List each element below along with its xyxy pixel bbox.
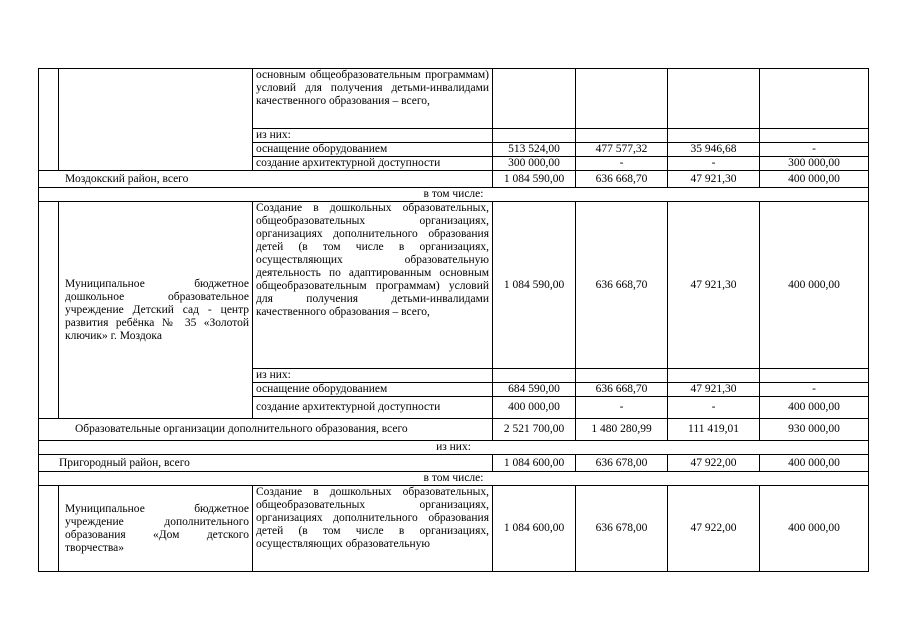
value-cell [493,69,576,129]
value-cell [493,129,576,143]
value-cell: 1 480 280,99 [576,419,668,441]
value-cell: 400 000,00 [493,397,576,419]
value-cell: - [576,157,668,171]
index-cell [39,202,59,419]
district-total-row [39,171,869,188]
value-cell [760,129,869,143]
category-total-row [39,419,869,441]
value-cell: 47 921,30 [668,383,760,397]
value-cell: 47 921,30 [668,202,760,369]
org-cell: Муниципальное бюджетное учреждение дополнительного образования «Дом детского творчества» [59,486,253,572]
value-cell: - [576,397,668,419]
row-label: Образовательные организации дополнительного образования, всего [39,419,493,441]
description-cell: основным общеобразовательным программам) условий для получения детьми-инвалидами качественного образования – всего, [253,69,493,129]
value-cell: 111 419,01 [668,419,760,441]
value-cell: 400 000,00 [760,455,869,472]
value-cell: 1 084 590,00 [493,171,576,188]
district-total-row [39,455,869,472]
row-label: Моздокский район, всего [39,171,493,188]
value-cell [576,69,668,129]
value-cell: 636 668,70 [576,171,668,188]
subheading: в том числе: [39,188,869,202]
value-cell: 636 678,00 [576,486,668,572]
value-cell: 636 668,70 [576,202,668,369]
description-cell: Создание в дошкольных образовательных, общеобразовательных организациях, организациях дополнительного образования детей (в том числе в организациях, осуществляющих образовательную деятельность по адаптированным основным общеобразовательным программам) условий для получения детьми-инвалидами качественного образования – всего, [253,202,493,369]
subheading-row [39,472,869,486]
value-cell [760,369,869,383]
description-cell: оснащение оборудованием [253,143,493,157]
value-cell: 513 524,00 [493,143,576,157]
value-cell [668,129,760,143]
value-cell: 300 000,00 [760,157,869,171]
value-cell [760,69,869,129]
value-cell [576,129,668,143]
table-row [39,202,869,369]
index-cell [39,69,59,171]
value-cell: - [760,143,869,157]
value-cell: - [668,397,760,419]
value-cell: 636 668,70 [576,383,668,397]
value-cell: 1 084 600,00 [493,455,576,472]
value-cell: 47 922,00 [668,455,760,472]
value-cell: 930 000,00 [760,419,869,441]
value-cell: 300 000,00 [493,157,576,171]
value-cell: - [668,157,760,171]
value-cell: 636 678,00 [576,455,668,472]
org-cell [59,69,253,171]
description-cell: создание архитектурной доступности [253,397,493,419]
index-cell [39,486,59,572]
value-cell: 477 577,32 [576,143,668,157]
value-cell: 2 521 700,00 [493,419,576,441]
value-cell: 400 000,00 [760,486,869,572]
org-cell: Муниципальное бюджетное дошкольное образовательное учреждение Детский сад - центр развития ребёнка № 35 «Золотой ключик» г. Моздока [59,202,253,419]
value-cell: 400 000,00 [760,202,869,369]
subheading: из них: [39,441,869,455]
value-cell: 1 084 590,00 [493,202,576,369]
value-cell [668,369,760,383]
value-cell: 35 946,68 [668,143,760,157]
value-cell: 400 000,00 [760,397,869,419]
value-cell: 1 084 600,00 [493,486,576,572]
table-row [39,69,869,129]
table-row [39,486,869,572]
value-cell: 47 921,30 [668,171,760,188]
budget-table [38,68,869,572]
value-cell: 47 922,00 [668,486,760,572]
value-cell: 684 590,00 [493,383,576,397]
description-cell: Создание в дошкольных образовательных, общеобразовательных организациях, организациях дополнительного образования детей (в том числе в организациях, осуществляющих образовательную [253,486,493,572]
subheading-row [39,188,869,202]
row-label: Пригородный район, всего [39,455,493,472]
description-cell: из них: [253,369,493,383]
value-cell [668,69,760,129]
description-cell: создание архитектурной доступности [253,157,493,171]
description-cell: из них: [253,129,493,143]
subheading-row [39,441,869,455]
subheading: в том числе: [39,472,869,486]
value-cell: 400 000,00 [760,171,869,188]
description-cell: оснащение оборудованием [253,383,493,397]
value-cell [576,369,668,383]
value-cell [493,369,576,383]
value-cell: - [760,383,869,397]
